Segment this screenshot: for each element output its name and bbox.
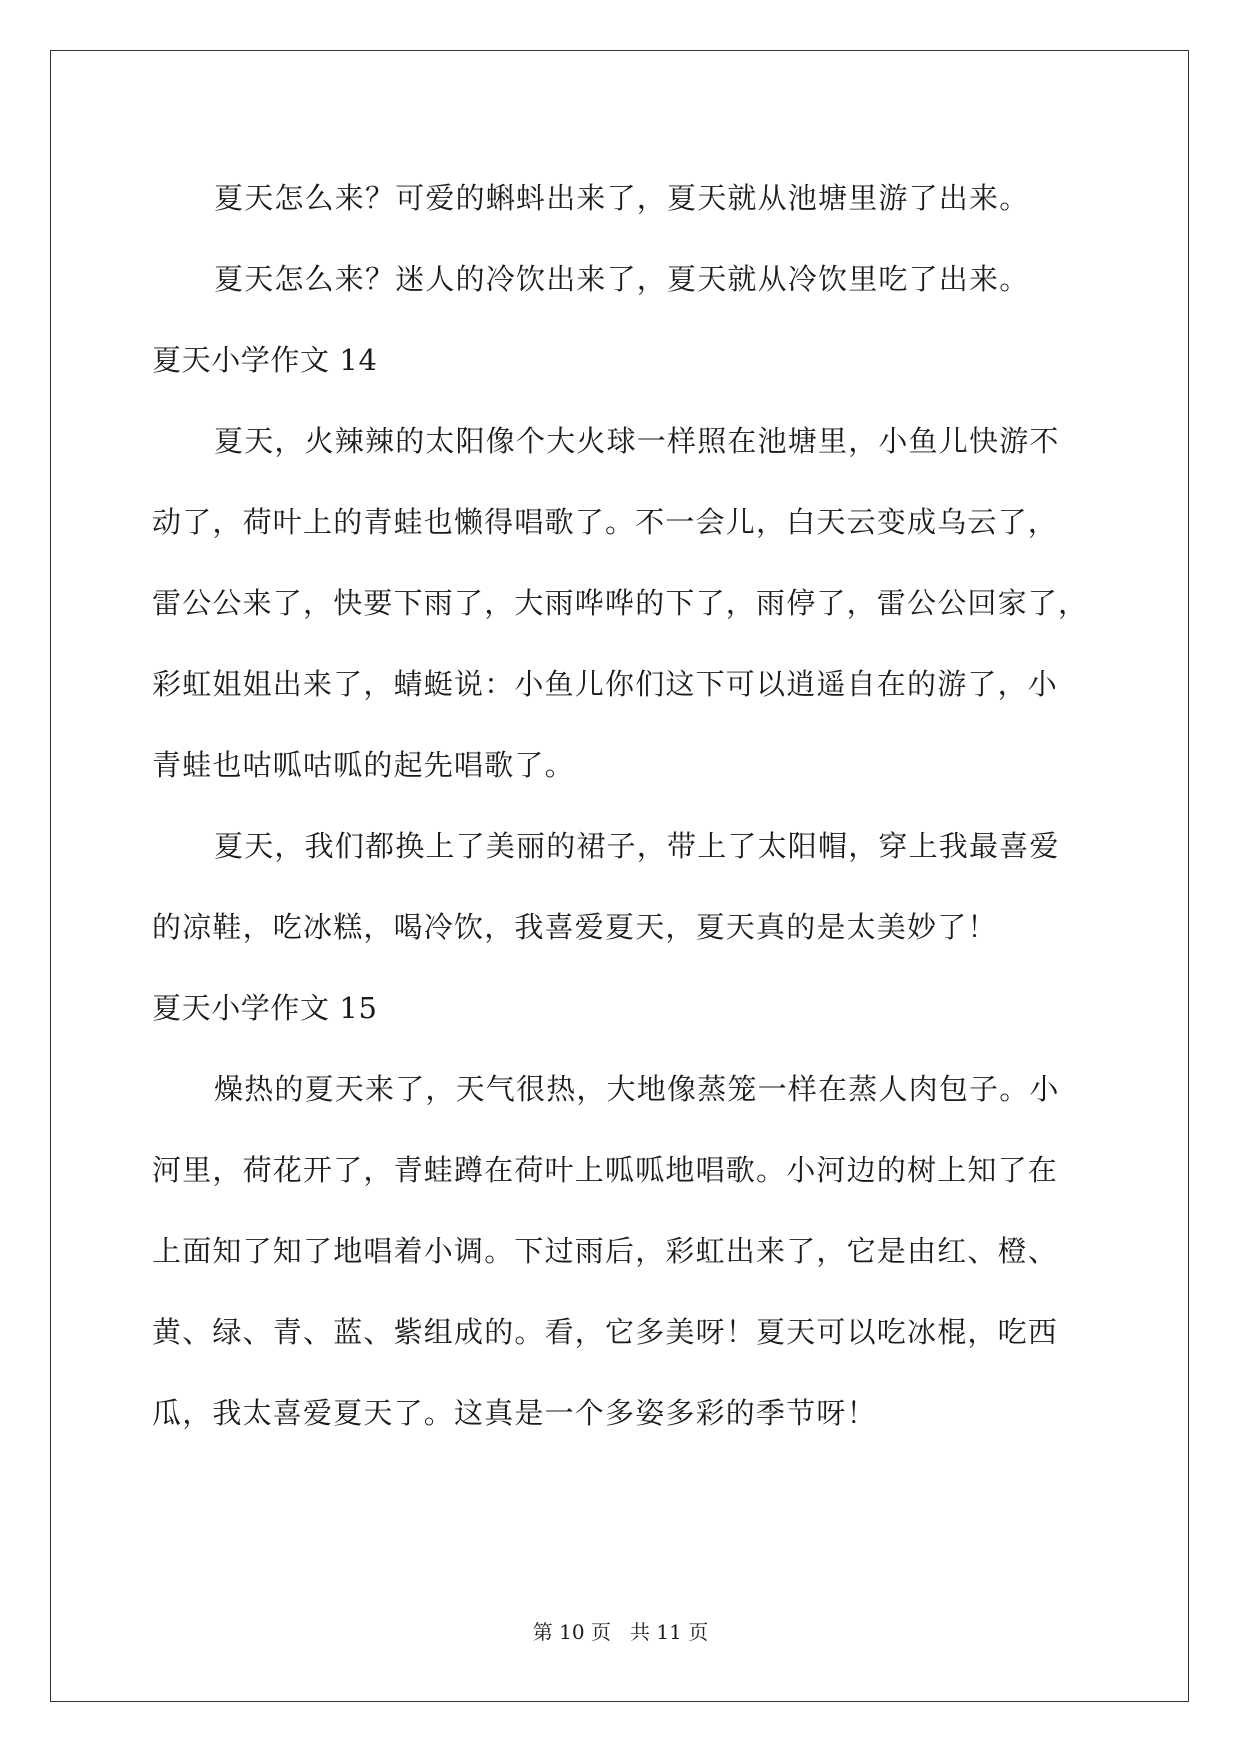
- paragraph-line: 上面知了知了地唱着小调。下过雨后，彩虹出来了，它是由红、橙、: [152, 1234, 1059, 1268]
- paragraph-line: 雷公公来了，快要下雨了，大雨哗哗的下了，雨停了，雷公公回家了，: [152, 586, 1089, 620]
- paragraph-line: 彩虹姐姐出来了，蜻蜓说：小鱼儿你们这下可以逍遥自在的游了，小: [152, 667, 1059, 701]
- paragraph-line: 夏天，我们都换上了美丽的裙子，带上了太阳帽，穿上我最喜爱: [214, 829, 1060, 863]
- paragraph-line: 夏天怎么来？迷人的冷饮出来了，夏天就从冷饮里吃了出来。: [214, 262, 1030, 296]
- paragraph-line: 青蛙也咕呱咕呱的起先唱歌了。: [152, 748, 575, 782]
- paragraph-line: 的凉鞋，吃冰糕，喝冷饮，我喜爱夏天，夏天真的是太美妙了！: [152, 910, 998, 944]
- paragraph-line: 夏天，火辣辣的太阳像个大火球一样照在池塘里，小鱼儿快游不: [214, 424, 1060, 458]
- section-heading: 夏天小学作文 15: [152, 991, 378, 1025]
- paragraph-line: 瓜，我太喜爱夏天了。这真是一个多姿多彩的季节呀！: [152, 1396, 877, 1430]
- paragraph-line: 黄、绿、青、蓝、紫组成的。看，它多美呀！夏天可以吃冰棍，吃西: [152, 1315, 1059, 1349]
- paragraph-line: 燥热的夏天来了，天气很热，大地像蒸笼一样在蒸人肉包子。小: [214, 1072, 1060, 1106]
- document-body: [152, 158, 1094, 1454]
- paragraph-line: 动了，荷叶上的青蛙也懒得唱歌了。不一会儿，白天云变成乌云了，: [152, 505, 1059, 539]
- paragraph-line: 河里，荷花开了，青蛙蹲在荷叶上呱呱地唱歌。小河边的树上知了在: [152, 1153, 1059, 1187]
- paragraph-line: 夏天怎么来？可爱的蝌蚪出来了，夏天就从池塘里游了出来。: [214, 181, 1030, 215]
- page-number-footer: 第 10 页 共 11 页: [532, 1620, 709, 1644]
- section-heading: 夏天小学作文 14: [152, 343, 378, 377]
